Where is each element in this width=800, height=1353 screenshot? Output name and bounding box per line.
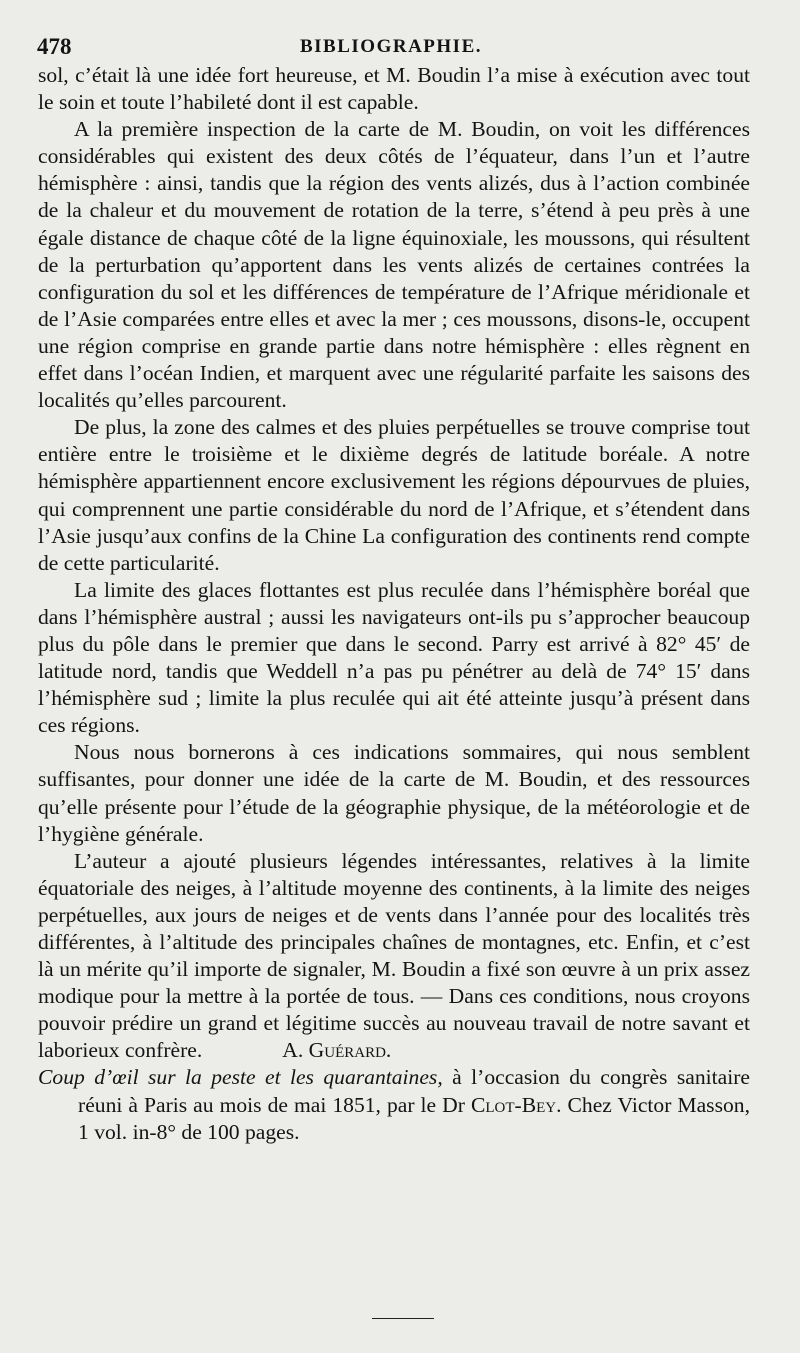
page-header: [37, 34, 745, 62]
running-title: BIBLIOGRAPHIE.: [299, 36, 482, 57]
paragraph-6: [38, 848, 750, 1065]
reference-text: à l’occasion du congrès sanitaire réuni à Paris au mois de mai 1851, par le Dr: [78, 1065, 750, 1117]
body-text: [38, 62, 750, 1146]
reference-publisher: Chez Victor Masson, 1 vol. in-8° de 100 pages.: [78, 1092, 750, 1144]
paragraph-2: A la première inspection de la carte de M. Boudin, on voit les différences considérables qui existent des deux côtés de l’équateur, dans l’un et l’autre hémisphère : ainsi, tandis que la région des vents alizés, dus à l’action combinée de la chaleur et du mouvement de rotation de la terre, s’étend à peu près à une égale distance de chaque côté de la ligne équinoxiale, les moussons, qui résultent de la perturbation qu’apportent dans les vents alizés de certaines contrées la configuration du sol et les différences de température de l’Afrique méridionale et de l’Asie comparées entre elles et avec la mer ; ces moussons, disons-le, occupent une région comprise en grande partie dans notre hémisphère : elles règnent en effet dans l’océan Indien, et marquent avec une régularité parfaite les saisons des localités qu’elles parcourent.: [38, 117, 750, 413]
signature: A. Guérard.: [282, 1038, 392, 1063]
reference-title: Coup d’œil sur la peste et les quarantaines,: [38, 1065, 443, 1090]
page-number: 478: [37, 34, 72, 59]
reference-author: Clot-Bey.: [470, 1092, 562, 1117]
paragraph-3: De plus, la zone des calmes et des pluies perpétuelles se trouve comprise tout entière entre le troisième et le dixième degrés de latitude boréale. A notre hémisphère appartiennent encore exclusivement les régions dépourvues de pluies, qui comprennent une partie considérable du nord de l’Afrique, et s’étendent dans l’Asie jusqu’aux confins de la Chine La configuration des continents rend compte de cette particularité.: [38, 415, 750, 575]
paragraph-1: sol, c’était là une idée fort heureuse, et M. Boudin l’a mise à exécution avec tout le soin et toute l’habileté dont il est capable.: [38, 63, 750, 115]
paragraph-5: Nous nous bornerons à ces indications sommaires, qui nous semblent suffisantes, pour donner une idée de la carte de M. Boudin, et des ressources qu’elle présente pour l’étude de la géographie physique, de la météorologie et de l’hygiène générale.: [38, 740, 750, 846]
closing-rule: [372, 1318, 434, 1319]
bibliographic-reference: [38, 1064, 750, 1145]
paragraph-4: La limite des glaces flottantes est plus reculée dans l’hémisphère boréal que dans l’hémisphère austral ; aussi les navigateurs ont-ils pu s’approcher beaucoup plus du pôle dans le premier que dans le second. Parry est arrivé à 82° 45′ de latitude nord, tandis que Weddell n’a pas pu pénétrer au delà de 74° 15′ dans l’hémisphère sud ; limite la plus reculée qui ait été atteinte jusqu’à présent dans ces régions.: [38, 577, 750, 738]
paragraph-6-text: L’auteur a ajouté plusieurs légendes intéressantes, relatives à la limite équatoriale des neiges, à l’altitude moyenne des continents, à la limite des neiges perpétuelles, aux jours de neiges et de vents dans l’année pour des localités très différentes, à l’altitude des principales chaînes de montagnes, etc. Enfin, et c’est là un mérite qu’il importe de signaler, M. Boudin a fixé son œuvre à un prix assez modique pour la mettre à la portée de tous. — Dans ces conditions, nous croyons pouvoir prédire un grand et légitime succès au nouveau travail de notre savant et laborieux confrère.: [38, 848, 750, 1063]
